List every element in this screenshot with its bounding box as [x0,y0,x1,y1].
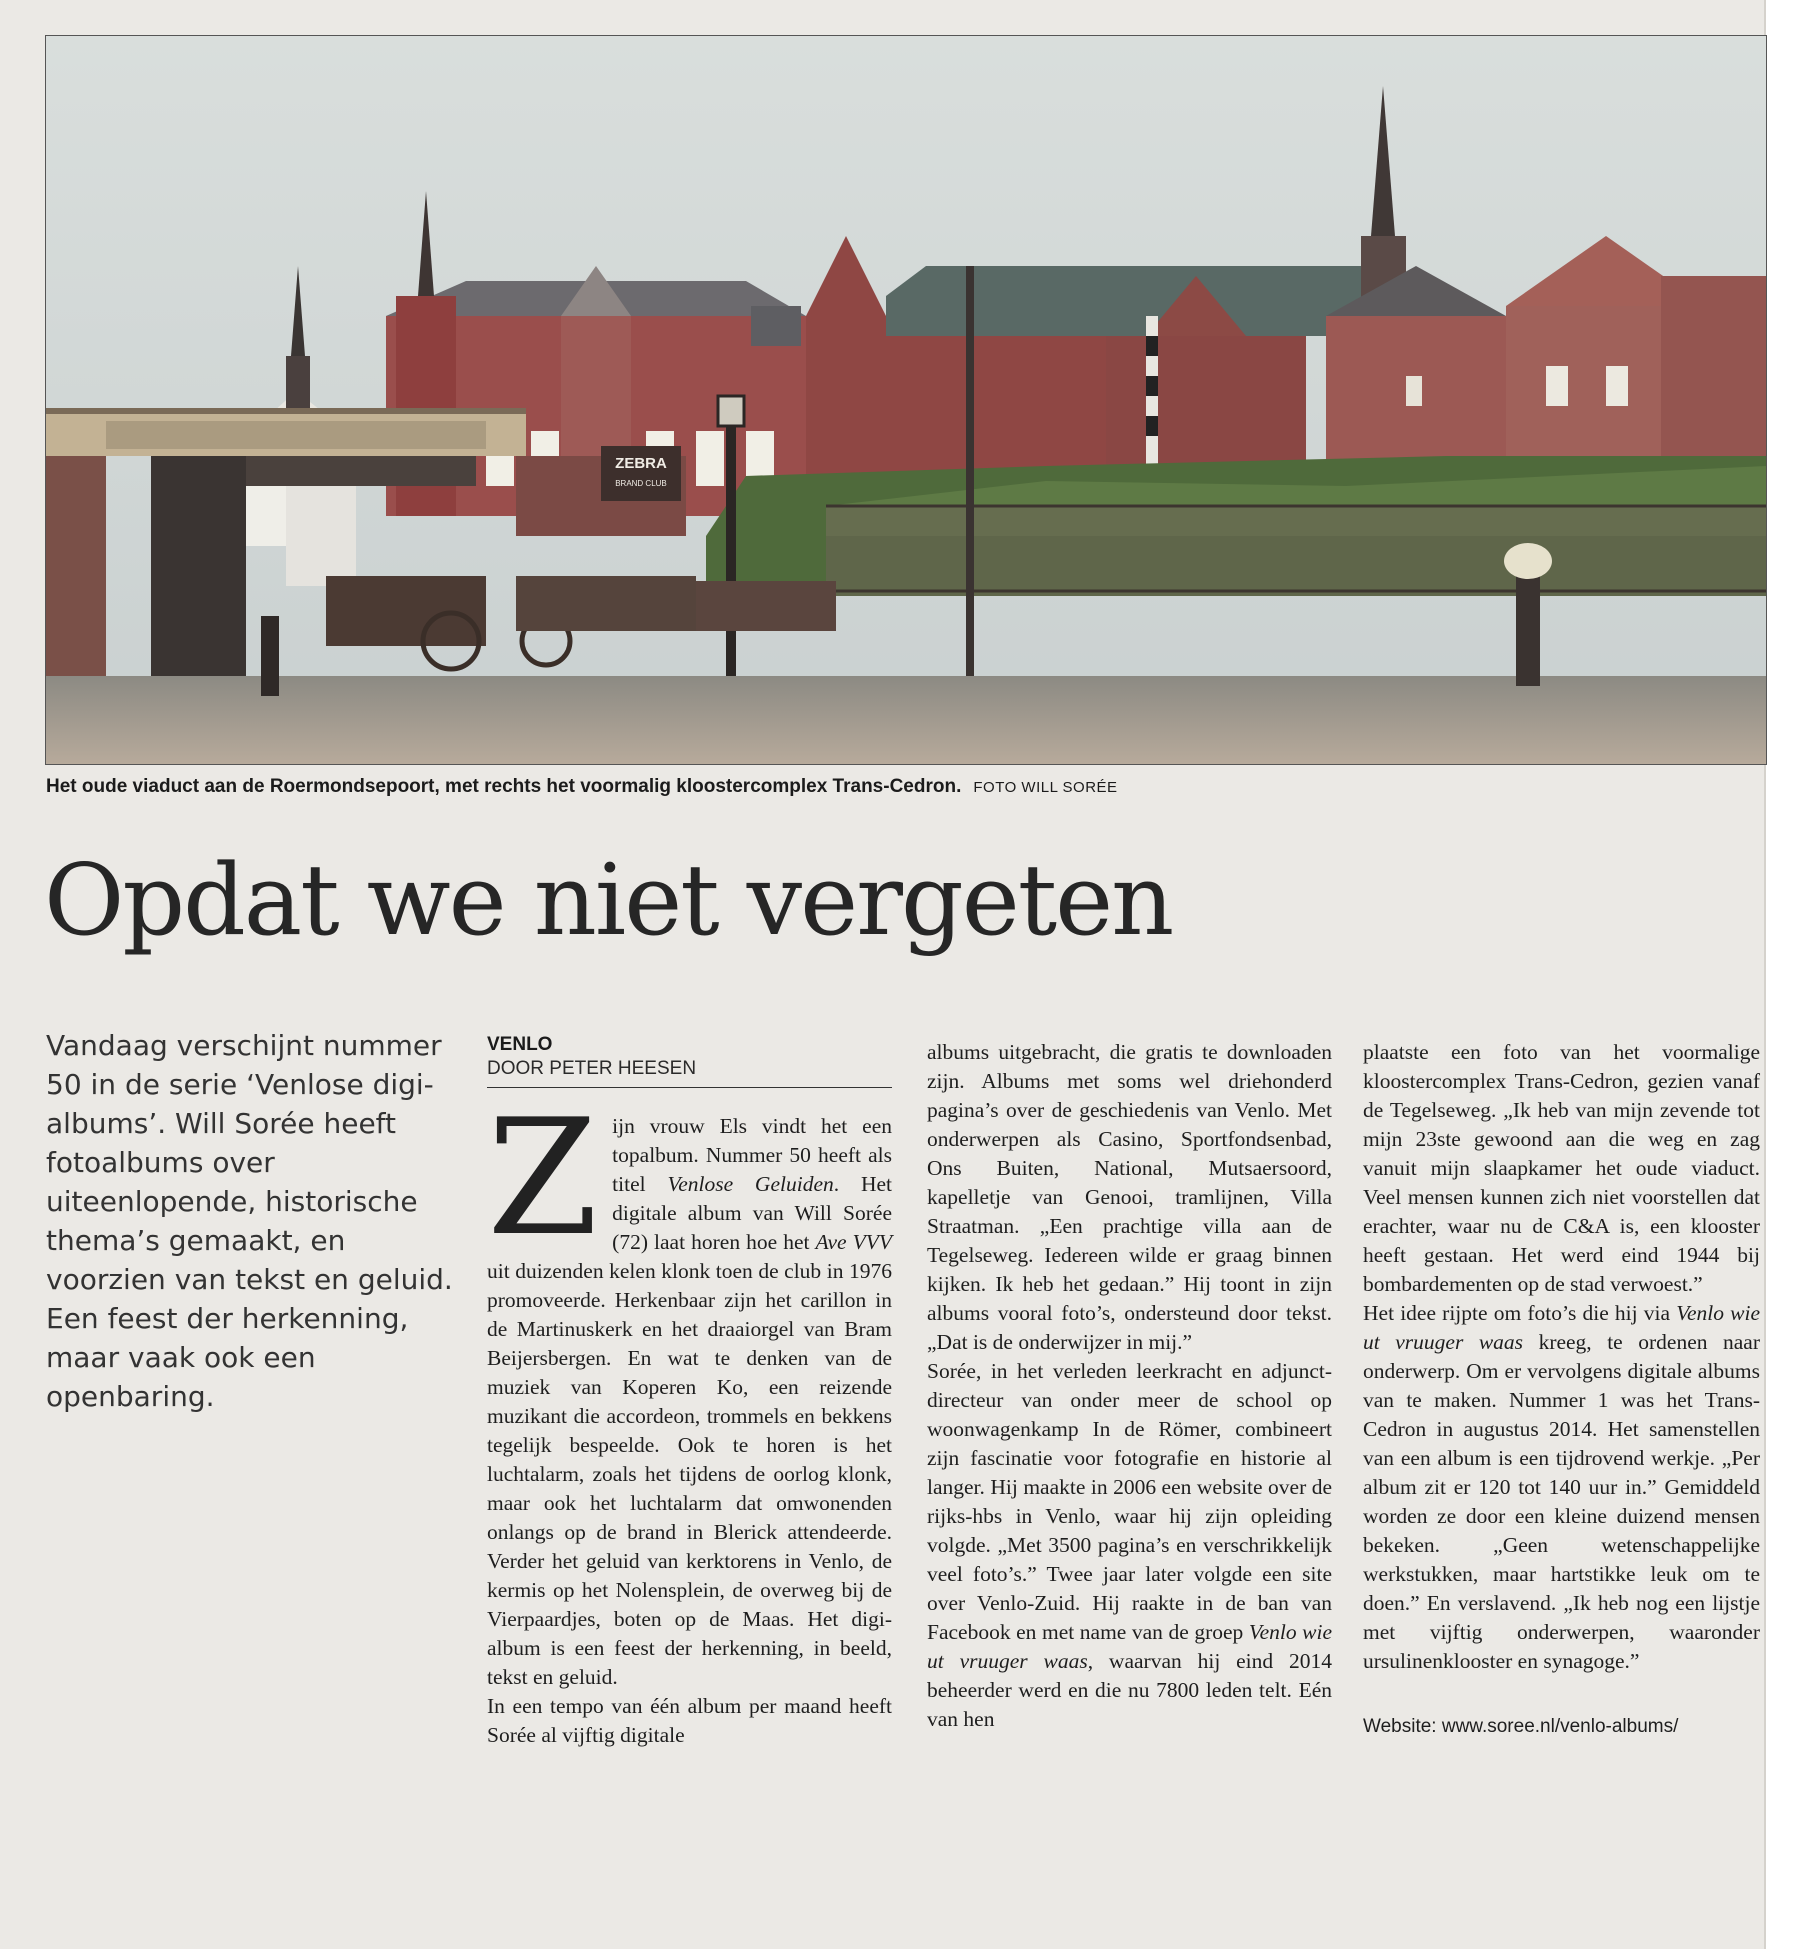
article-intro: Vandaag verschijnt nummer 50 in de serie ‘Venlose digi-albums’. Will Sorée heeft fotoalbums over uiteenlopende, historische thema’s gemaakt, en voorzien van tekst en geluid. Een feest der herkenning, maar vaak ook een openbaring. [46,1029,453,1413]
text-run: ijn vrouw Els vindt het een topalbum. Nummer 50 heeft als titel [612,1114,892,1196]
article-headline: Opdat we niet vergeten [44,844,1173,958]
text-run: Het idee rijpte om foto’s die hij via [1363,1301,1677,1325]
text-run: kreeg, te ordenen naar onderwerp. Om er vervolgens digitale albums van te maken. Nummer 1 was het Trans-Cedron in augustus 2014. Het samenstellen van een album is een tijdrovend werkje. „Per album zit er 120 tot 140 uur in.” Gemiddeld worden ze door een kleine duizend mensen bekeken. „Geen wetenschappelijke werkstukken, maar hartstikke leuk om te doen.” En verslavend. „Ik heb nog een lijstje met vijftig onderwerpen, waaronder ursulinenklooster en synagoge.” [1363,1330,1760,1673]
byline: DOOR PETER HEESEN [487,1057,892,1088]
text-run: uit duizenden kelen klonk toen de club in 1976 promoveerde. Herkenbaar zijn het carillon in de Martinuskerk en het draaiorgel van Bram Beijersbergen. En wat te denken van de muziek van Koperen Ko, een reizende muzikant die accordeon, trommels en bekkens tegelijk bespeelde. Ook te horen is het luchtalarm, zoals het tijdens de oorlog klonk, maar ook het luchtalarm dat omwonenden onlangs op de brand in Blerick attendeerde. Verder het geluid van kerktorens in Venlo, de kermis op het Nolensplein, de overweg bij de Vierpaardjes, boten op de Maas. Het digi-album is een feest der herkenning, in beeld, tekst en geluid. [487,1259,892,1689]
paragraph-4 [1363,1299,1760,1676]
paragraph-1 [487,1084,892,1692]
website-link[interactable]: Website: www.soree.nl/venlo-albums/ [1363,1716,1679,1737]
photo-credit: FOTO WILL SORÉE [973,779,1118,796]
photo-caption [46,776,1118,798]
article-column-3 [1363,1038,1760,1741]
sign-subtitle: BRAND CLUB [615,479,667,488]
text-run: . Het digitale album van Will Sorée (72) laat horen hoe het [612,1172,892,1254]
article-column-1 [487,1033,892,1750]
paragraph-3: Sorée, in het verleden leerkracht en adjunct-directeur van onder meer de school op woonwagenkamp In de Römer, combineert zijn fascinatie voor fotografie en historie al langer. Hij maakte in 2006 een website over de rijks-hbs in Venlo, waar hij zijn opleiding volgde. „Met 3500 pagina’s en verschrikkelijk veel foto’s.” Twee jaar later volgde een site over Venlo-Zuid. Hij raakte in de ban van Facebook en met name van de groep Venlo wie ut vruuger waas, waarvan hij eind 2014 beheerder werd en die nu 7800 leden telt. Eén van hen [927,1359,1333,1731]
album-title: Venlose Geluiden [667,1172,834,1196]
facebook-group: Venlo wie ut vruuger waas [927,1620,1333,1673]
article-column-2 [927,1038,1332,1734]
song-title: Ave VVV [815,1230,892,1254]
dateline: VENLO [487,1034,553,1055]
sign-zebra: ZEBRA [615,455,667,472]
paragraph-2-start: In een tempo van één album per maand heeft Sorée al vijftig digitale [487,1694,892,1747]
article-photo [45,35,1767,765]
dropcap: Z [487,1084,599,1271]
paragraph-3-cont: plaatste een foto van het voormalige kloostercomplex Trans-Cedron, gezien vanaf de Tegelseweg. „Ik heb van mijn zevende tot mijn 23ste gewoond aan die weg en zag vanuit mijn slaapkamer het oude viaduct. Veel mensen kunnen zich niet voorstellen dat erachter, waar nu de C&A is, een klooster heeft gestaan. Het werd eind 1944 bij bombardementen op de stad verwoest.” [1363,1040,1760,1296]
facebook-group: Venlo wie ut vruuger waas [1363,1301,1761,1354]
caption-text: Het oude viaduct aan de Roermondsepoort, met rechts het voormalig kloostercomplex Trans-Cedron. [46,776,962,797]
paragraph-2-cont: albums uitgebracht, die gratis te downloaden zijn. Albums met soms wel driehonderd pagina’s over de geschiedenis van Venlo. Met onderwerpen als Casino, Sportfondsenbad, Ons Buiten, National, Mutsaersoord, kapelletje van Genooi, tramlijnen, Villa Straatman. „Een prachtige villa aan de Tegelseweg. Iedereen wilde er graag binnen kijken. Ik heb het gedaan.” Hij toont in zijn albums vooral foto’s, ondersteund door tekst. „Dat is de onderwijzer in mij.” [927,1040,1332,1354]
